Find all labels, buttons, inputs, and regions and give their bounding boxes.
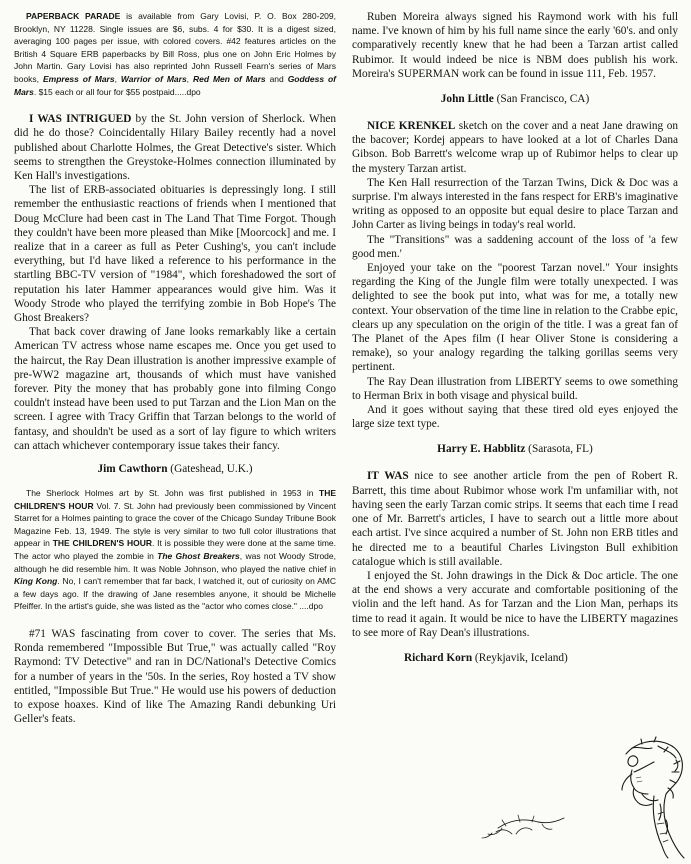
- letter-paragraph: And it goes without saying that these tired old eyes enjoyed the large size text type.: [352, 404, 678, 431]
- left-column: [14, 10, 336, 726]
- letter-little-continued: [352, 10, 678, 81]
- letter-paragraph: Ruben Moreira always signed his Raymond work with his full name. I've known of him by his full name since the early '60's. and only comparatively recently knew that he had been a Tarzan artist called Rubimor. It would indeed be nice is NBM does publish his work. Moreira's SUPERMAN work can be found in issue 111, Feb. 1957.: [352, 11, 678, 80]
- letter-habblitz: [352, 119, 678, 431]
- letter-cawthorn: [14, 112, 336, 453]
- note-text: The Sherlock Holmes art by St. John was first published in 1953 in: [26, 488, 319, 499]
- tarzan-tree-illustration: [476, 724, 688, 860]
- letter-paragraph: [14, 627, 336, 726]
- letter-paragraph: The list of ERB-associated obituaries is depressingly long. I still remember the enthusiastic reactions of friends when I mentioned that Doug McClure had been cast in The Land That Time Forgot. Though they couldn't have been more pleased than Mike [Moorcock] and me. I realize that in a career as full as Peter Cushing's, you can't include everything, but I'd have liked a reference to his performance in the startling BBC-TV version of "1984", which foreshadowed the sort of reputation his later Hammer appearances would give him. Was it Woody Strode who played the terrifying zombie in Bob Hope's The Ghost Breakers?: [14, 184, 336, 324]
- note-text: and: [265, 73, 288, 84]
- letter-paragraph: That back cover drawing of Jane looks remarkably like a certain American TV actress whose name escapes me. Once you get used to the haircut, the Ray Dean illustration is another impressive example of pre-WW2 magazine art, thousands of which must have vanished forever. Pity the money that has probably gone into filming Congo couldn't instead have been used to put Tarzan and the Lion Man on the screen. I agree with Tracy Griffin that Tarzan belongs to the world of fantasy, and shouldn't be used as a sort of lay figure to which writers can attach whichever contemporary issue takes their fancy.: [14, 326, 336, 452]
- letter-text: sketch on the cover and a neat Jane drawing on the bacover; Kordej appears to have looked at a lot of Charles Dana Gibson. Bob Barrett's welcome wrap up of Rubimor helps to clear up the mystery Tarzan artist.: [352, 120, 678, 175]
- signature-location: (Reykjavik, Iceland): [472, 651, 568, 664]
- book-title: Warrior of Mars: [120, 73, 187, 84]
- film-title: King Kong: [14, 576, 58, 587]
- note-text: ,: [114, 73, 121, 84]
- signature-name: Richard Korn: [404, 651, 473, 664]
- book-title: Red Men of Mars: [192, 73, 266, 84]
- signature-korn: [352, 652, 678, 664]
- letter-little: [14, 627, 336, 726]
- note-text: is available from Gary Lovisi, P. O. Box 280-209, Brooklyn, NY 11228. Single issues are $6, subs. 4 for $30. It is a digest sized, averaging 100 pages per issue, with colored covers. #42 features articles on the British 4 Square ERB paperbacks by Bill Ross, plus one on John Eric Holmes by John Martin. Gary Lovisi has also reprinted John Russell Fearn's series of Mars books,: [14, 11, 336, 84]
- letter-paragraph: Enjoyed your take on the "poorest Tarzan novel." Your insights regarding the King of the Jungle film were totally unexpected. I was delighted to see the book put into, what was for me, a totally new context. Your observation of the time line in relation to the Crabbe epic, clears up any speculation on the origin of the title. I was a great fan of The Planet of the Apes film (I hear Oliver Stone is considering a remake), so your analogy regarding the talking gorillas seems very pertinent.: [352, 262, 678, 374]
- signature-cawthorn: [14, 463, 336, 475]
- letter-text: by the St. John version of Sherlock. When did he do those? Coincidentally Hilary Bailey recently had a novel published about Charlotte Holmes, the Great Detective's sister. Which seems to strengthen the Greystoke-Holmes connection illuminated by Ken Hall's investigations.: [14, 113, 337, 182]
- editor-note-sherlock: [14, 487, 336, 613]
- letter-lead: IT WAS: [367, 470, 409, 483]
- note-text: Vol. 7. St. John had previously been commissioned by Vincent Starret for a Holmes painting to grace the cover of the Chicago Sunday Tribune Book Magazine Feb. 13, 1949. The style is very similar to two full color illustrations that appear in: [14, 500, 336, 549]
- letter-paragraph: The "Transitions" was a saddening account of the loss of 'a few good men.': [352, 233, 678, 260]
- signature-name: John Little: [440, 93, 494, 106]
- film-title: The Ghost Breakers: [157, 551, 240, 561]
- letter-paragraph: [352, 119, 678, 176]
- letter-paragraph: [352, 469, 678, 568]
- note-text: , was not Woody Strode, although he did resemble him. It was Noble Johnson, who played the native chief in: [14, 551, 336, 574]
- letter-lead: I WAS INTRIGUED: [29, 113, 132, 126]
- letter-paragraph: I enjoyed the St. John drawings in the Dick & Doc article. The one at the end shows a very accurate and comfortable positioning of the violin and the left hand. As for Tarzan and the Lion Man, perhaps its time to read it again. It would be nice to have the LIBERTY magazines to see more of Ray Dean's illustrations.: [352, 569, 678, 639]
- note-text: ,: [186, 73, 193, 84]
- letter-korn: [352, 469, 678, 639]
- right-column: [352, 10, 678, 664]
- note-text: . No, I can't remember that far back, I watched it, out of curiosity on AMC a few days ago. If the drawing of Jane resembles anyone, it should be Michelle Pfeiffer. In the artist's guide, she was listed as the "actor who comes close." ....dpo: [14, 576, 336, 612]
- letter-lead: NICE KRENKEL: [367, 120, 456, 133]
- signature-little: [352, 93, 678, 105]
- magazine-title: THE CHILDREN'S HOUR: [14, 488, 336, 511]
- letter-text: nice to see another article from the pen of Robert R. Barrett, this time about Rubimor whose work I'm unfamiliar with, not having seen the early Tarzan comic strips. It seems that each time I read one of Mr. Barrett's articles, I have to search out a little more about each artist. I've since acquired a number of St. John non ERB titles and he directed me to a beautiful Charles Livingston Bull exhibition catalogue which is still available.: [352, 470, 678, 568]
- signature-location: (San Francisco, CA): [493, 93, 590, 106]
- letter-lead: #71 WAS: [29, 627, 76, 640]
- signature-location: (Gateshead, U.K.): [167, 463, 253, 476]
- editor-note-paperback-parade: [14, 10, 336, 98]
- note-text: . It is possible they were done at the same time. The actor who played the zombie in: [14, 538, 337, 561]
- letter-paragraph: The Ray Dean illustration from LIBERTY seems to owe something to Herman Brix in both visage and physical build.: [352, 375, 678, 402]
- book-title: Goddess of Mars: [14, 73, 337, 97]
- note-text: . $15 each or all four for $55 postpaid.....dpo: [33, 86, 201, 97]
- letter-text: fascinating from cover to cover. The series that Ms. Ronda remembered "Impossible But True," was actually called "Roy Raymond: TV Detective" and ran in DC/National's Detective Comics for a number of years in the '50s. In the series, Roy hosted a TV show entitled, "Impossible But True." He would use his powers of deduction to expose hoaxes. Kind of like The Amazing Randi debunking Uri Geller's feats.: [14, 627, 337, 726]
- letter-paragraph: The Ken Hall resurrection of the Tarzan Twins, Dick & Doc was a surprise. I'm always interested in the fans respect for ERB's imaginative writing as opposed to an opposite but equal desire to place Tarzan and John Carter as living beings in today's real world.: [352, 176, 678, 232]
- signature-location: (Sarasota, FL): [525, 443, 593, 456]
- signature-name: Jim Cawthorn: [97, 463, 168, 476]
- signature-name: Harry E. Habblitz: [437, 443, 526, 456]
- note-lead: PAPERBACK PARADE: [26, 11, 121, 21]
- signature-habblitz: [352, 443, 678, 455]
- book-title: Empress of Mars: [42, 73, 115, 84]
- letter-paragraph: [14, 112, 336, 183]
- magazine-title: THE CHILDREN'S HOUR: [52, 538, 152, 549]
